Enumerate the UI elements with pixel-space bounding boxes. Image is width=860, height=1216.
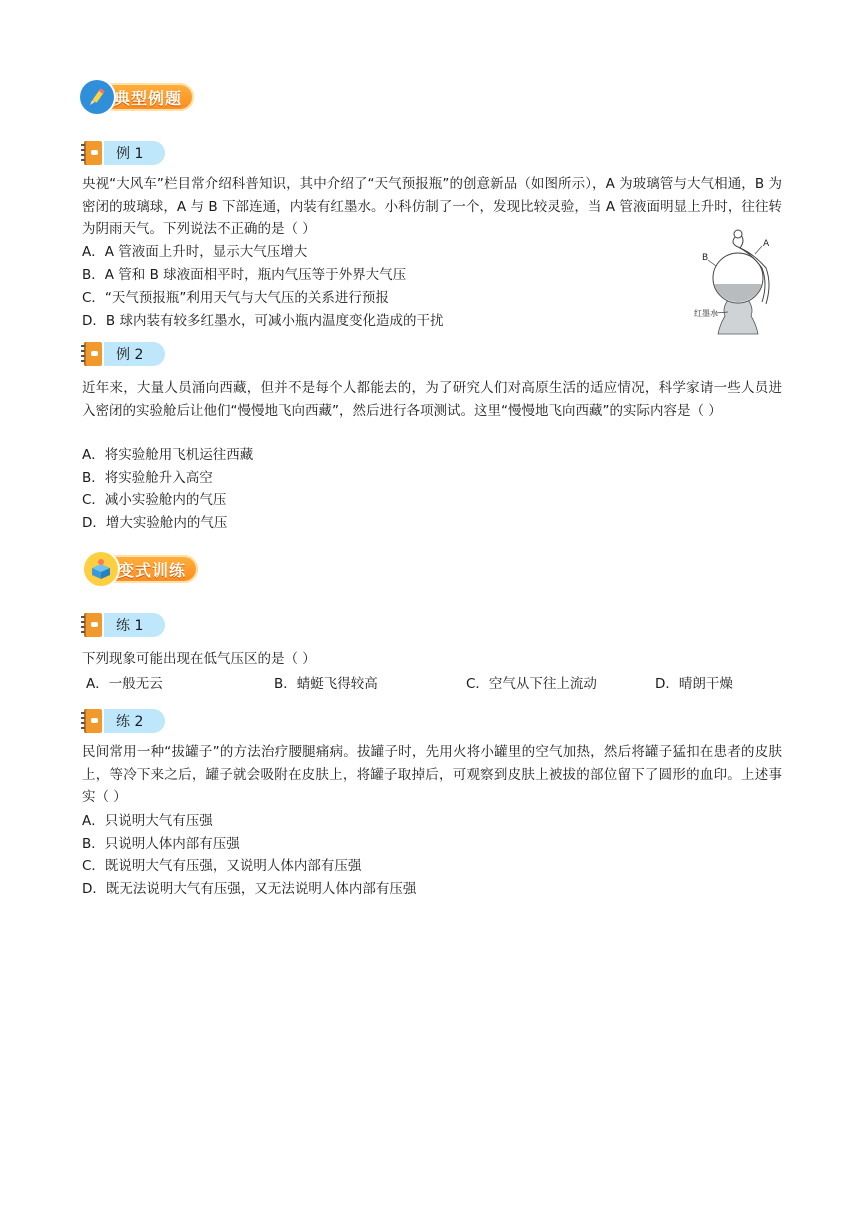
- weather-bottle-figure: [692, 228, 778, 340]
- open-box-icon: [84, 552, 118, 586]
- practice-2-option-c: C．既说明大气有压强，又说明人体内部有压强: [82, 858, 362, 874]
- example-2-option-c: C．减小实验舱内的气压: [82, 492, 227, 508]
- example-2-option-d: D．增大实验舱内的气压: [82, 515, 228, 531]
- example-2-stem: 近年来，大量人员涌向西藏，但并不是每个人都能去的，为了研究人们对高原生活的适应情况，科学家请一些人员进入密闭的实验舱后让他们“慢慢地飞向西藏”，然后进行各项测试。这里“慢慢地飞向西藏”的实际内容是（ ）: [82, 380, 782, 419]
- section-title: 典型例题: [114, 88, 183, 108]
- practice-2-option-b: B．只说明人体内部有压强: [82, 836, 240, 852]
- tube-top: [734, 230, 742, 238]
- practice-1-option-b: B．蜻蜓飞得较高: [274, 676, 378, 692]
- banner-pill: [88, 555, 198, 583]
- section-banner-typical-examples: [84, 82, 194, 112]
- example-1-option-b: B．A 管和 B 球液面相平时，瓶内气压等于外界大气压: [82, 267, 407, 283]
- tag-label: 例 2: [104, 342, 165, 366]
- tag-practice-2: [84, 708, 165, 734]
- example-1-option-d: D．B 球内装有较多红墨水，可减小瓶内温度变化造成的干扰: [82, 313, 444, 329]
- banner-pill: [84, 83, 194, 111]
- example-1-option-a: A．A 管液面上升时，显示大气压增大: [82, 244, 308, 260]
- practice-2-option-a: A．只说明大气有压强: [82, 813, 213, 829]
- bottle-base: [718, 300, 758, 334]
- example-1-option-c: C．“天气预报瓶”利用天气与大气压的关系进行预报: [82, 290, 389, 306]
- practice-1-option-c: C．空气从下往上流动: [466, 676, 597, 692]
- section-title: 变式训练: [118, 560, 187, 580]
- practice-1-option-d: D．晴朗干燥: [655, 676, 733, 692]
- notebook-icon: [84, 141, 102, 165]
- tag-label: 练 2: [104, 709, 165, 733]
- practice-1-stem: 下列现象可能出现在低气压区的是（ ）: [82, 651, 316, 667]
- example-2-option-a: A．将实验舱用飞机运往西藏: [82, 447, 254, 463]
- pencil-icon: [80, 80, 114, 114]
- practice-2-stem: 民间常用一种“拔罐子”的方法治疗腰腿痛病。拔罐子时，先用火将小罐里的空气加热，然后将罐子猛扣在患者的皮肤上，等冷下来之后，罐子就会吸附在皮肤上，将罐子取掉后，可观察到皮肤上被拔的部位留下了圆形的血印。上述事实（ ）: [82, 744, 782, 805]
- section-banner-variant-training: [88, 554, 198, 584]
- label-red-ink: 红墨水: [694, 309, 718, 318]
- practice-1-option-a: A．一般无云: [86, 676, 163, 692]
- practice-1-options: [86, 673, 786, 695]
- ink-in-ball: [714, 284, 762, 302]
- tag-practice-1: [84, 612, 165, 638]
- example-1-stem: 央视“大风车”栏目常介绍科普知识，其中介绍了“天气预报瓶”的创意新品（如图所示），A 为玻璃管与大气相通，B 为密闭的玻璃球，A 与 B 下部连通，内装有红墨水。小科仿制了一个，发现比较灵验，当 A 管液面明显上升时，往往转为阴雨天气。下列说法不正确的是（ ）: [82, 176, 782, 237]
- notebook-icon: [84, 709, 102, 733]
- tag-label: 例 1: [104, 141, 165, 165]
- notebook-icon: [84, 342, 102, 366]
- label-b: B: [702, 253, 709, 263]
- notebook-icon: [84, 613, 102, 637]
- practice-2-option-d: D．既无法说明大气有压强，又无法说明人体内部有压强: [82, 881, 417, 897]
- tag-label: 练 1: [104, 613, 165, 637]
- tag-example-2: [84, 341, 165, 367]
- tag-example-1: [84, 140, 165, 166]
- label-a: A: [763, 239, 770, 249]
- example-2-option-b: B．将实验舱升入高空: [82, 470, 213, 486]
